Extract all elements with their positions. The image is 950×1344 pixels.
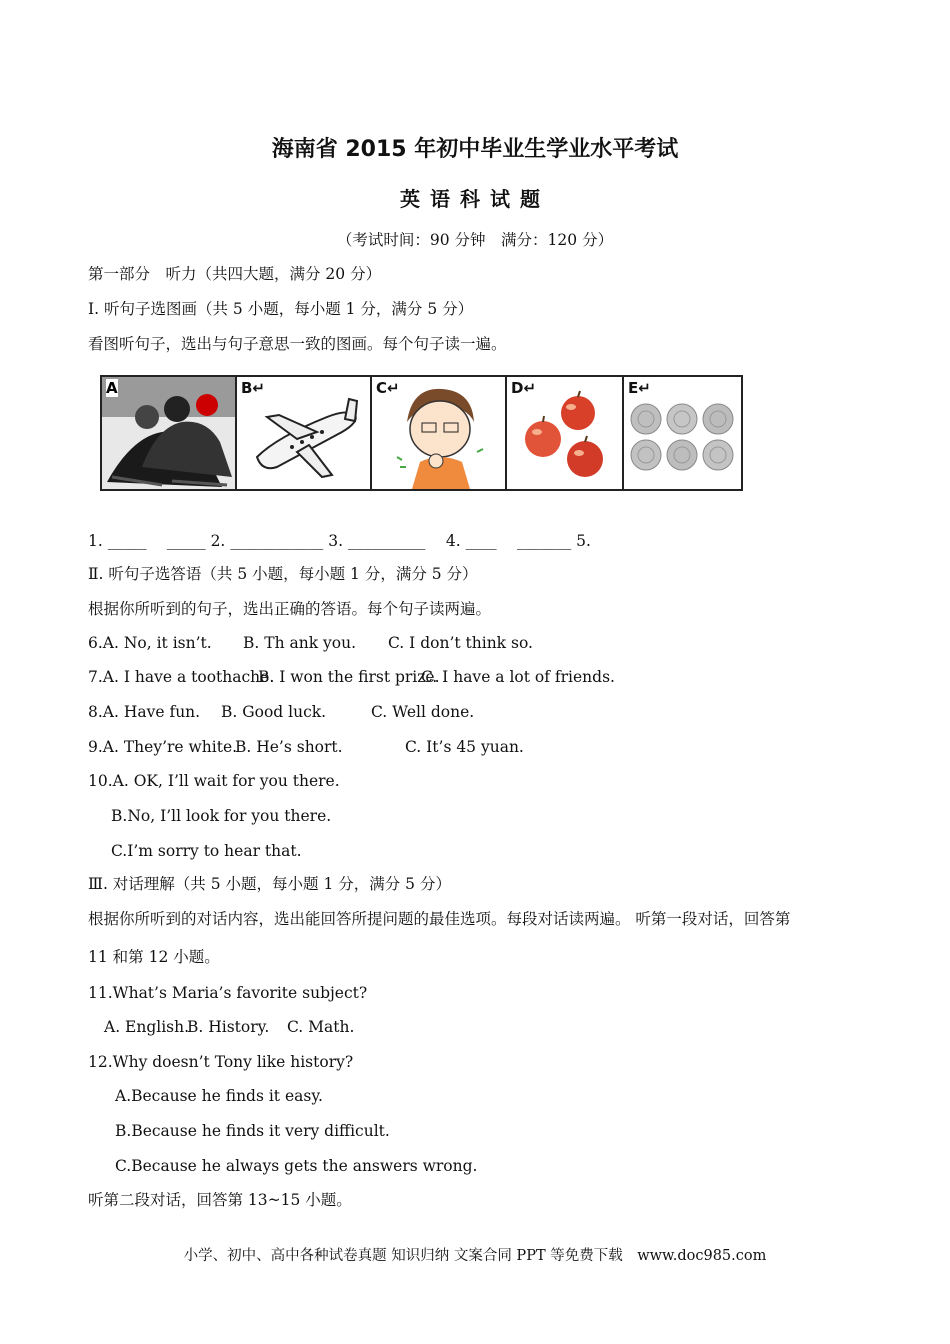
- picture-d-label: D↵: [511, 379, 537, 397]
- exam-subtitle: 英语科试题: [400, 187, 550, 211]
- picture-strip: [100, 375, 743, 491]
- q8-option-b: B. Good luck.: [221, 703, 327, 721]
- q7-option-c: C. I have a lot of friends.: [421, 668, 615, 686]
- q8-option-a: 8.A. Have fun.: [88, 703, 201, 721]
- speed-skaters-icon: [102, 377, 237, 489]
- q8-option-c: C. Well done.: [371, 703, 475, 721]
- q11-option-c: C. Math.: [287, 1018, 355, 1036]
- picture-d: [507, 377, 624, 489]
- q6-option-b: B. Th ank you.: [243, 634, 357, 652]
- q12-question: 12.Why doesn’t Tony like history?: [88, 1053, 354, 1071]
- answer-blanks: 1. _____ _____ 2. ____________ 3. __________ 4. ____ _______ 5.: [88, 532, 591, 550]
- dialogue2-instructions: 听第二段对话，回答第 13~15 小题。: [88, 1191, 352, 1209]
- section2-instructions: 根据你所听到的句子，选出正确的答语。每个句子读两遍。: [88, 600, 492, 618]
- exam-title: 海南省 2015 年初中毕业生学业水平考试: [271, 137, 679, 162]
- q12-option-b: B.Because he finds it very difficult.: [115, 1122, 390, 1140]
- q7-option-b: B. I won the first prize.: [258, 668, 440, 686]
- q11-question: 11.What’s Maria’s favorite subject?: [88, 984, 368, 1002]
- q12-option-c: C.Because he always gets the answers wrong.: [115, 1157, 478, 1175]
- picture-c: [372, 377, 507, 489]
- picture-b: [237, 377, 372, 489]
- page-footer: 小学、初中、高中各种试卷真题 知识归纳 文案合同 PPT 等免费下载 www.doc985.com: [183, 1248, 767, 1264]
- q7-option-a: 7.A. I have a toothache.: [88, 668, 275, 686]
- q6-option-a: 6.A. No, it isn’t.: [88, 634, 212, 652]
- section1-heading: I. 听句子选图画（共 5 小题，每小题 1 分，满分 5 分）: [88, 300, 474, 318]
- section1-instructions: 看图听句子，选出与句子意思一致的图画。每个句子读一遍。: [88, 335, 507, 353]
- q10-option-c: C.I’m sorry to hear that.: [111, 842, 302, 860]
- q10-option-b: B.No, I’ll look for you there.: [111, 807, 332, 825]
- q11-option-b: B. History.: [187, 1018, 270, 1036]
- q10-option-a: 10.A. OK, I’ll wait for you there.: [88, 772, 340, 790]
- q12-option-a: A.Because he finds it easy.: [115, 1087, 323, 1105]
- picture-e: [624, 377, 741, 489]
- q9-option-b: B. He’s short.: [235, 738, 343, 756]
- q11-option-a: A. English.: [104, 1018, 190, 1036]
- section2-heading: Ⅱ. 听句子选答语（共 5 小题，每小题 1 分，满分 5 分）: [88, 565, 478, 583]
- picture-c-label: C↵: [376, 379, 400, 397]
- picture-a-label: A: [106, 379, 118, 397]
- q9-option-c: C. It’s 45 yuan.: [405, 738, 524, 756]
- exam-info: （考试时间：90 分钟 满分：120 分）: [336, 231, 614, 249]
- section3-instructions-line1: 根据你所听到的对话内容，选出能回答所提问题的最佳选项。每段对话读两遍。 听第一段对话，回答第: [88, 910, 791, 928]
- picture-a: [102, 377, 237, 489]
- part1-heading: 第一部分 听力（共四大题，满分 20 分）: [88, 265, 382, 283]
- picture-e-label: E↵: [628, 379, 651, 397]
- q9-option-a: 9.A. They’re white.: [88, 738, 238, 756]
- q6-option-c: C. I don’t think so.: [388, 634, 533, 652]
- section3-instructions-line2: 11 和第 12 小题。: [88, 948, 220, 966]
- section3-heading: Ⅲ. 对话理解（共 5 小题，每小题 1 分，满分 5 分）: [88, 875, 451, 893]
- picture-b-label: B↵: [241, 379, 266, 397]
